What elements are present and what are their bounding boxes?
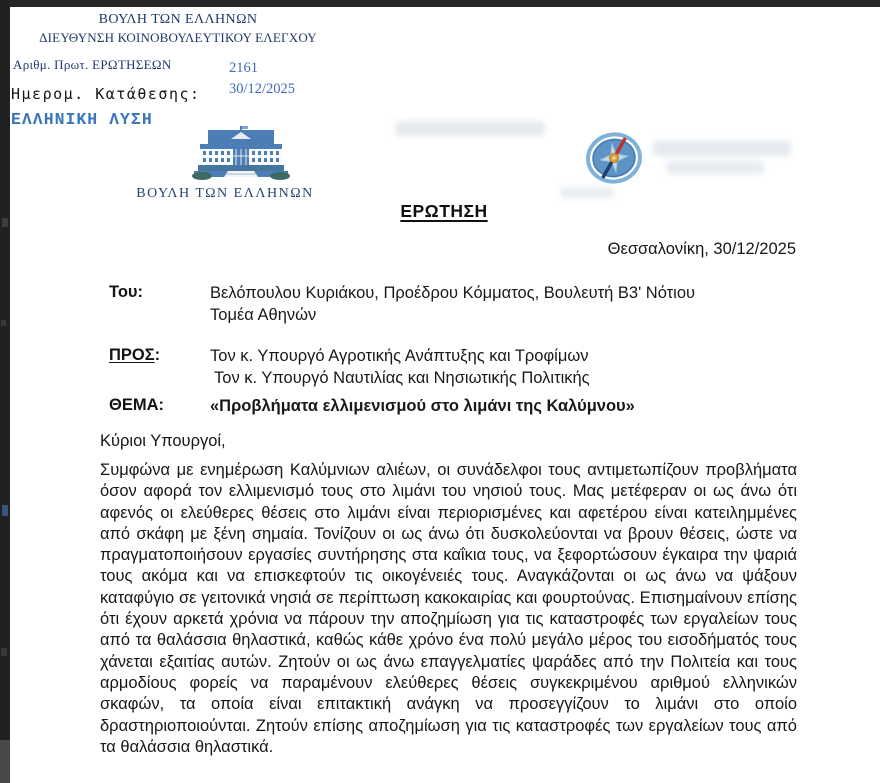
subject-label: ΘΕΜΑ: <box>109 396 164 414</box>
scan-artifact <box>0 740 10 783</box>
to-label: ΠΡΟΣ: <box>109 346 161 364</box>
faded-stamp-text <box>653 141 791 156</box>
protocol-date: 30/12/2025 <box>229 81 296 97</box>
faded-stamp-text <box>666 161 764 174</box>
scan-left-border <box>0 0 10 783</box>
faded-scan-smudge <box>560 187 614 198</box>
parliament-building-icon <box>170 126 312 186</box>
office-header <box>12 11 344 46</box>
body-paragraph: Συμφώνα με ενημέρωση Καλύμνιων αλιέων, οι συνάδελφοι τους αντιμετωπίζουν προβλήματα όσον αφορά τον ελλιμενισμό τους στο λιμάνι του νησιού τους. Μας μετέφεραν οι ως άνω ότι αφενός οι ελεύθερες θέσεις στο λιμάνι είναι περιορισμένες και αφετέρου είναι κατειλημμένες από σκάφη με ξένη σημαία. Τονίζουν οι ως άνω ότι δυσκολεύονται να βρουν θέσεις, ώστε να πραγματοποιήσουν εργασίες συντήρησης στα καΐκια τους, να ξεφορτώσουν έγκαιρα την ψαριά τους ακόμα και να επισκεφτούν τις οικογένειές τους. Αναγκάζονται οι ως άνω να ψάξουν καταφύγιο σε γειτονικά νησιά σε περίπτωση κακοκαιρίας και φουρτούνας. Επισημαίνουν επίσης ότι έχουν αρκετά χρόνια να πάρουν την αποζημίωση για τις καταστροφές των εργαλείων τους από τα θαλάσσια θηλαστικά, καθώς κάθε χρόνο ένα πολύ μεγάλο μέρος του εισοδήματός τους χάνεται εξαιτίας αυτών. Ζητούν οι ως άνω επαγγελματίες ψαράδες από την Πολιτεία και τους αρμοδίους φορείς να παραμένουν ελεύθερες θέσεις συγκεκριμένου αριθμού ελληνικών σκαφών, τα οποία είναι επιτακτική ανάγκη να προσεγγίζουν το λιμάνι στο οποίο δραστηριοποιούνται. Ζητούν επίσης αποζημίωση για τις καταστροφές των εργαλείων τους από τα θαλάσσια θηλαστικά. <box>100 461 797 756</box>
from-value-line2: Τομέα Αθηνών <box>210 305 317 324</box>
compass-icon <box>585 130 643 186</box>
to-value-line2: Τον κ. Υπουργό Ναυτιλίας και Νησιωτικής Πολιτικής <box>214 368 590 387</box>
to-value-line1: Τον κ. Υπουργό Αγροτικής Ανάπτυξης και Τροφίμων <box>210 347 589 365</box>
faded-scan-smudge <box>395 121 545 136</box>
scan-artifact <box>2 505 8 516</box>
document-title: ΕΡΩΤΗΣΗ <box>400 201 488 221</box>
office-name: ΒΟΥΛΗ ΤΩΝ ΕΛΛΗΝΩΝ <box>98 12 258 27</box>
to-value <box>210 346 800 389</box>
scan-artifact <box>1 320 6 326</box>
from-value <box>210 283 800 326</box>
protocol-number-label: Αριθμ. Πρωτ. ΕΡΩΤΗΣΕΩΝ <box>13 57 172 72</box>
scan-artifact <box>1 648 7 656</box>
from-label: Του: <box>109 283 144 301</box>
from-value-line1: Βελόπουλου Κυριάκου, Προέδρου Κόμματος, Βουλευτή Β3' Νότιου <box>210 284 696 302</box>
protocol-number: 2161 <box>229 60 258 76</box>
deposit-date-label: Ημερομ. Κατάθεσης: <box>11 85 201 103</box>
office-directorate: ΔΙΕΥΘΥΝΣΗ ΚΟΙΝΟΒΟΥΛΕΥΤΙΚΟΥ ΕΛΕΓΧΟΥ <box>39 30 317 45</box>
dateline: Θεσσαλονίκη, 30/12/2025 <box>607 240 796 258</box>
salutation: Κύριοι Υπουργοί, <box>100 432 226 450</box>
scan-top-border <box>0 0 880 7</box>
subject-value: «Προβλήματα ελλιμενισμού στο λιμάνι της Καλύμνου» <box>210 397 635 415</box>
party-name: ΕΛΛΗΝΙΚΗ ΛΥΣΗ <box>11 110 153 129</box>
parliament-logo-caption: ΒΟΥΛΗ ΤΩΝ ΕΛΛΗΝΩΝ <box>136 186 314 201</box>
protocol-stamp <box>229 58 295 100</box>
